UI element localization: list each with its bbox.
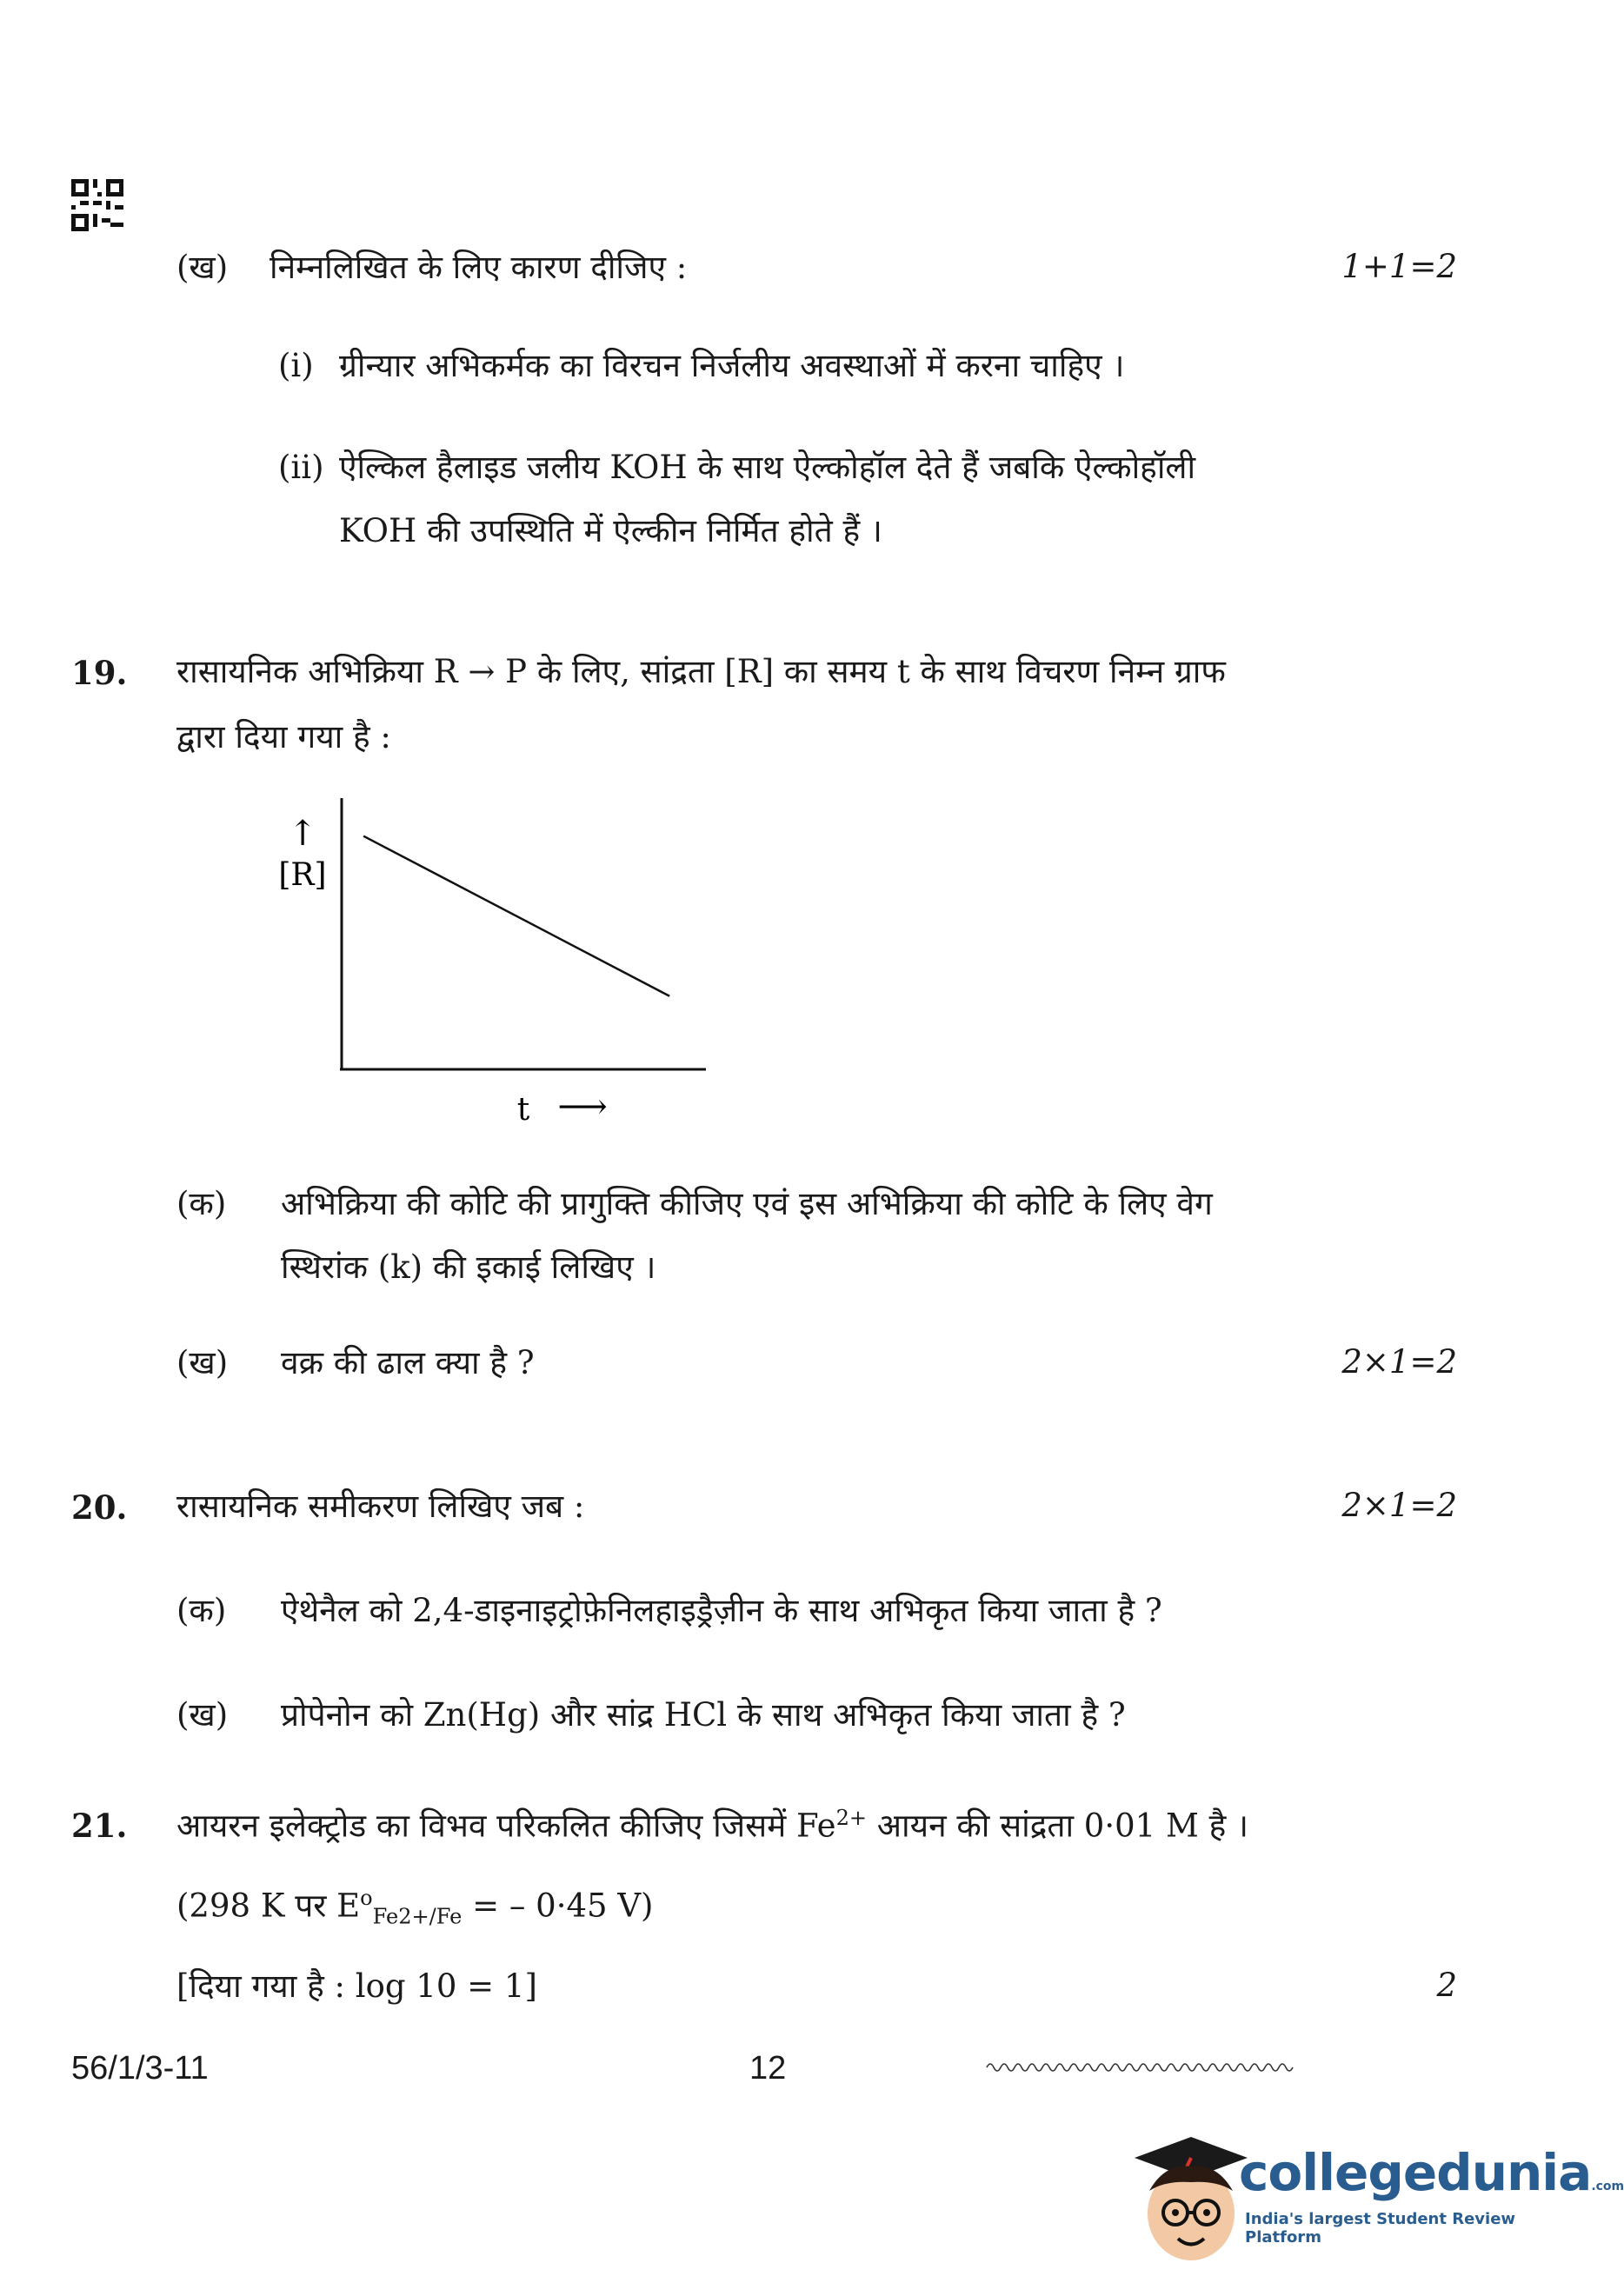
- qr-code: [71, 179, 123, 231]
- q18b-i-text: ग्रीन्यार अभिकर्मक का विरचन निर्जलीय अवस्थाओं में करना चाहिए ।: [339, 347, 1125, 384]
- x-axis-arrow: ⟶: [557, 1087, 608, 1127]
- q20-number: 20.: [71, 1488, 128, 1527]
- q18b-marks: 1+1=2: [1341, 248, 1457, 285]
- q19-line1: रासायनिक अभिक्रिया R → P के लिए, सांद्रता [R] का समय t के साथ विचरण निम्न ग्राफ: [176, 653, 1226, 690]
- q20a-text: ऐथेनैल को 2,4-डाइनाइट्रोफ़ेनिलहाइड्रैज़ीन के साथ अभिकृत किया जाता है ?: [281, 1592, 1162, 1629]
- q21-line2-superscript: o: [360, 1886, 373, 1910]
- logo-tagline: India's largest Student Review Platform: [1245, 2210, 1516, 2246]
- q21-line2: (298 K पर $E^o_{Fe2+/Fe}$ = – 0·45 V): [176, 1886, 654, 1929]
- q20-text: रासायनिक समीकरण लिखिए जब :: [176, 1488, 585, 1525]
- q21-line1: आयरन इलेक्ट्रोड का विभव परिकलित कीजिए जिसमें $Fe^{2+}$ आयन की सांद्रता 0·01 M है ।: [176, 1806, 1249, 1845]
- q18b-i-label: (i): [278, 347, 314, 384]
- q19b-label: (ख): [176, 1344, 229, 1381]
- logo-name: collegedunia: [1239, 2143, 1592, 2202]
- concentration-time-graph: [261, 782, 730, 1148]
- q19-number: 19.: [71, 654, 128, 692]
- page-number: 12: [749, 2050, 787, 2087]
- q18b-label: (ख): [176, 249, 229, 286]
- q21-line3: [दिया गया है : log 10 = 1]: [176, 1967, 537, 2005]
- q21-line2-subscript: Fe2+/Fe: [372, 1904, 463, 1929]
- q19a-line2: स्थिरांक (k) की इकाई लिखिए ।: [281, 1248, 656, 1286]
- q21-marks: 2: [1436, 1967, 1457, 2004]
- q20b-text: प्रोपेनोन को Zn(Hg) और सांद्र HCl के साथ अभिकृत किया जाता है ?: [281, 1696, 1126, 1734]
- q18b-ii-label: (ii): [278, 449, 324, 486]
- q20b-label: (ख): [176, 1696, 229, 1734]
- q18b-text: निम्नलिखित के लिए कारण दीजिए :: [270, 249, 688, 286]
- q19a-line1: अभिक्रिया की कोटि की प्रागुक्ति कीजिए एवं इस अभिक्रिया की कोटि के लिए वेग: [281, 1185, 1213, 1222]
- q21-superscript: 2+: [835, 1806, 868, 1830]
- q20a-label: (क): [176, 1592, 227, 1629]
- q19a-label: (क): [176, 1185, 227, 1222]
- q19-line2: द्वारा दिया गया है :: [176, 718, 391, 755]
- q19-marks: 2×1=2: [1341, 1343, 1457, 1381]
- series-line-r-vs-t: [363, 836, 669, 996]
- q20-marks: 2×1=2: [1341, 1487, 1457, 1524]
- q18b-ii-line2: KOH की उपस्थिति में ऐल्कीन निर्मित होते हैं ।: [339, 512, 882, 549]
- logo-suffix: .com: [1591, 2180, 1624, 2193]
- q21-number: 21.: [71, 1807, 128, 1845]
- x-axis-label: t: [516, 1092, 530, 1128]
- collegedunia-logo[interactable]: [1239, 2143, 1624, 2202]
- wavy-line-decoration: [987, 2059, 1300, 2076]
- student-mascot-icon: [1130, 2130, 1252, 2278]
- q19b-text: वक्र की ढाल क्या है ?: [281, 1344, 535, 1381]
- q18b-ii-line1: ऐल्किल हैलाइड जलीय KOH के साथ ऐल्कोहॉल देते हैं जबकि ऐल्कोहॉली: [339, 449, 1196, 486]
- y-axis-arrow: ↑: [288, 814, 317, 854]
- y-axis-label: [R]: [278, 857, 327, 893]
- paper-code: 56/1/3-11: [71, 2050, 209, 2087]
